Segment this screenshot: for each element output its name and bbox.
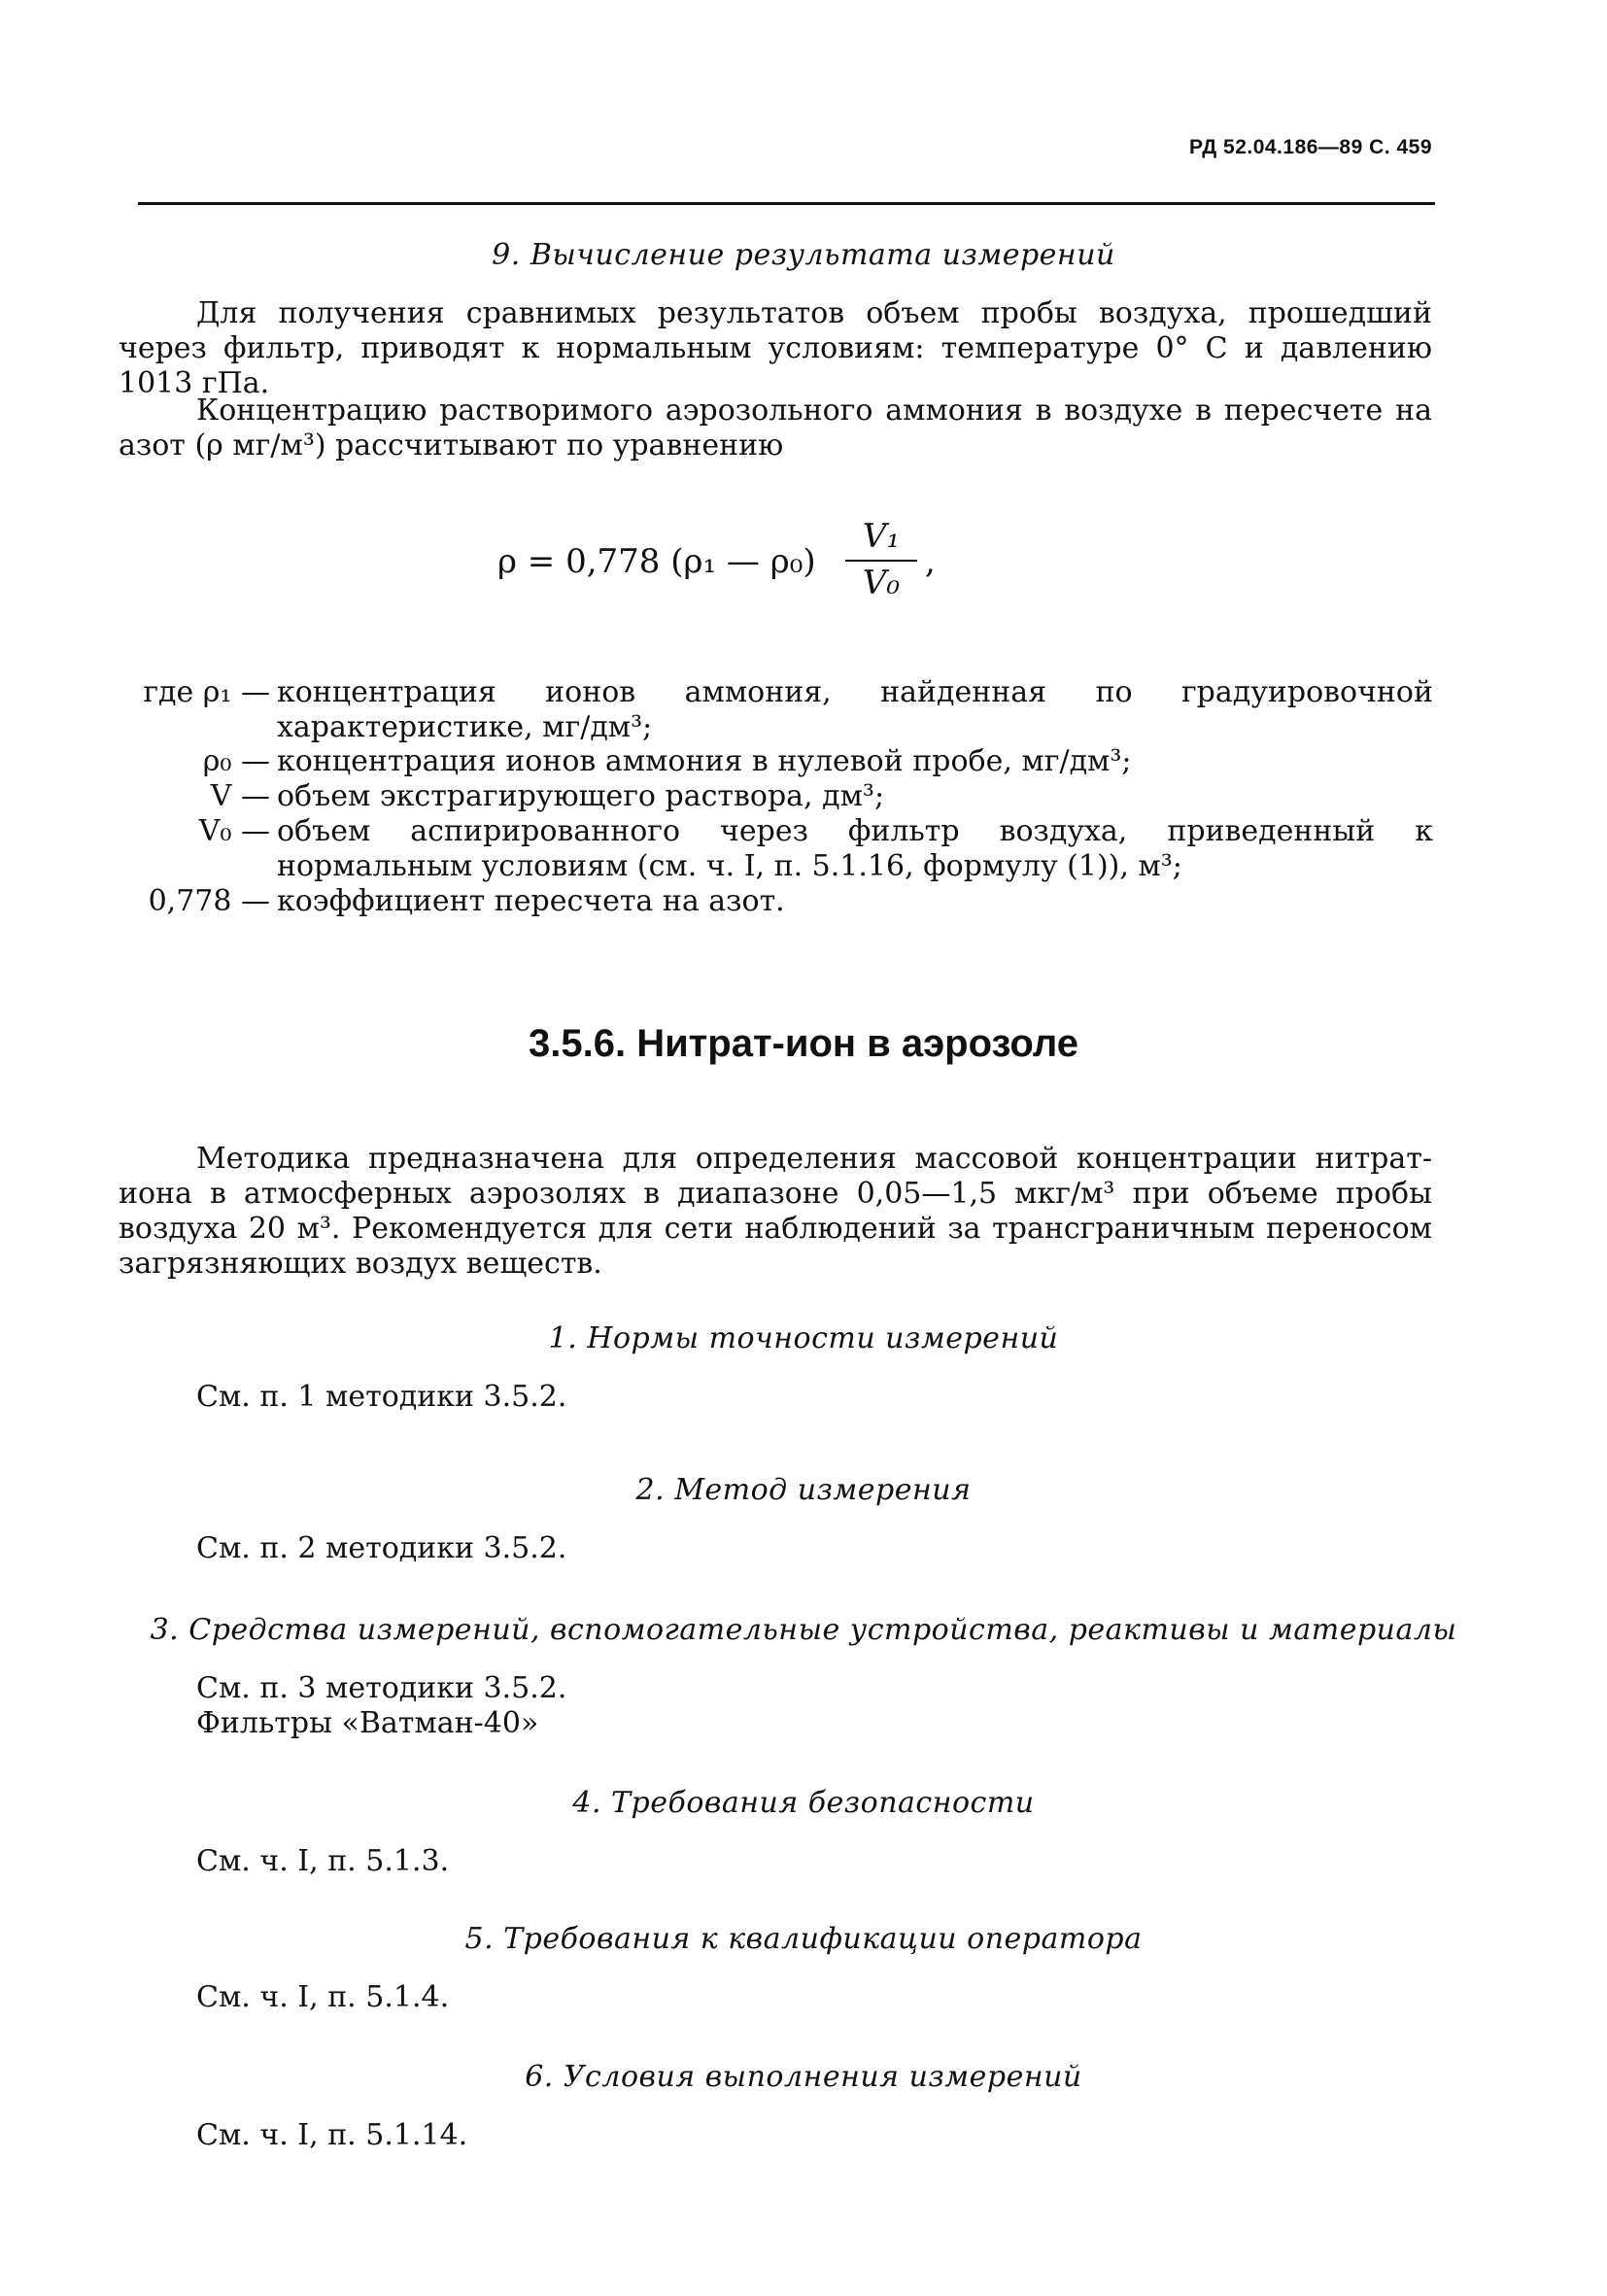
reference-line: См. п. 3 методики 3.5.2. (196, 1671, 567, 1705)
definition-symbol: V — (210, 779, 270, 813)
subsection-heading: 2. Метод измерения (635, 1473, 972, 1507)
paragraph-method-scope: Методика предназначена для определения массовой концентрации нитрат-иона в атмосферных аэрозолях в диапазоне 0,05—1,5 мкг/м³ при объеме пробы воздуха 20 м³. Рекомендуется для сети наблюдений за трансграничным переносом загрязняющих воздух веществ. (119, 1142, 1432, 1281)
formula-fraction (845, 515, 917, 604)
subsection-heading: 6. Условия выполнения измерений (525, 2060, 1082, 2094)
definition-text: концентрация ионов аммония в нулевой пробе, мг/дм³; (277, 744, 1132, 778)
paragraph-normal-conditions: Для получения сравнимых результатов объем пробы воздуха, прошедший через фильтр, приводят к нормальным условиям: температуре 0° С и давлению 1013 гПа. (119, 296, 1432, 400)
reference-line: См. п. 2 методики 3.5.2. (196, 1531, 567, 1565)
formula-lhs: ρ = 0,778 (ρ₁ — ρ₀) (497, 542, 816, 581)
section-9-heading: 9. Вычисление результата измерений (492, 238, 1115, 272)
formula-denominator: V₀ (862, 564, 901, 602)
definition-text: объем экстрагирующего раствора, дм³; (277, 779, 885, 813)
formula-numerator: V₁ (862, 517, 901, 556)
reference-line: См. ч. I, п. 5.1.3. (196, 1844, 450, 1878)
paragraph-concentration: Концентрацию растворимого аэрозольного аммония в воздухе в пересчете на азот (ρ мг/м³) рассчитывают по уравнению (119, 394, 1432, 463)
subsection-heading: 1. Нормы точности измерений (548, 1321, 1059, 1355)
definition-symbol: где ρ₁ — (143, 675, 270, 709)
definition-symbol: V₀ — (198, 814, 270, 848)
running-head: РД 52.04.186—89 С. 459 (1189, 136, 1432, 158)
section-heading-nitrate: 3.5.6. Нитрат-ион в аэрозоле (529, 1022, 1078, 1065)
subsection-heading: 5. Требования к квалификации оператора (464, 1922, 1143, 1956)
formula-tail: , (925, 542, 936, 581)
reference-line: См. ч. I, п. 5.1.4. (196, 1980, 450, 2014)
header-rule (138, 202, 1435, 205)
definition-text: коэффициент пересчета на азот. (277, 884, 785, 918)
definition-text: концентрация ионов аммония, найденная по градуировочной характеристике, мг/дм³; (277, 675, 1433, 744)
definition-text: объем аспирированного через фильтр воздуха, приведенный к нормальным условиям (см. ч. I, п. 5.1.16, формулу (1)), м³; (277, 814, 1433, 883)
definition-symbol: 0,778 — (148, 884, 270, 918)
subsection-heading: 3. Средства измерений, вспомогательные устройства, реактивы и материалы (150, 1613, 1457, 1647)
definition-symbol: ρ₀ — (202, 744, 270, 778)
reference-line: См. ч. I, п. 5.1.14. (196, 2118, 468, 2152)
reference-line: Фильтры «Ватман-40» (196, 1706, 539, 1740)
reference-line: См. п. 1 методики 3.5.2. (196, 1380, 567, 1414)
subsection-heading: 4. Требования безопасности (572, 1786, 1035, 1820)
ammonium-formula (497, 515, 1042, 612)
